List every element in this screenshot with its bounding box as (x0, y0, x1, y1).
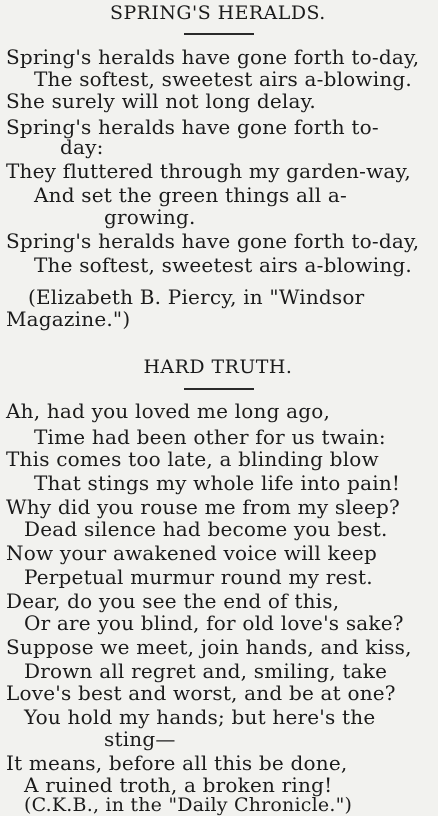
poem-line: Drown all regret and, smiling, take (24, 659, 388, 683)
poem-line: Suppose we meet, join hands, and kiss, (6, 635, 412, 659)
poem-line: The softest, sweetest airs a-blowing. (34, 253, 412, 277)
poem-line: Spring's heralds have gone forth to- (6, 115, 379, 139)
poem-line: She surely will not long delay. (6, 89, 316, 113)
poem-line: Love's best and worst, and be at one? (6, 681, 396, 705)
poem-line: That stings my whole life into pain! (34, 471, 401, 495)
poem-attribution: (C.K.B., in the "Daily Chronicle.") (24, 794, 353, 816)
poem-line: Spring's heralds have gone forth to-day, (6, 229, 420, 253)
poem-line: Or are you blind, for old love's sake? (24, 611, 404, 635)
poem-title-springs-heralds: SPRING'S HERALDS. (109, 2, 326, 24)
poem-line: Ah, had you loved me long ago, (6, 399, 331, 423)
title-rule (184, 33, 254, 35)
poem-line: sting— (104, 727, 176, 751)
poem-line: Now your awakened voice will keep (6, 541, 377, 565)
poem-attribution: Magazine.") (6, 307, 131, 331)
poem-line: They fluttered through my garden-way, (6, 159, 411, 183)
poem-line: And set the green things all a- (34, 183, 347, 207)
title-rule (184, 388, 254, 390)
poem-line: Spring's heralds have gone forth to-day, (6, 45, 420, 69)
poem-line: growing. (104, 205, 196, 229)
poem-line: The softest, sweetest airs a-blowing. (34, 67, 412, 91)
poem-line: This comes too late, a blinding blow (6, 447, 379, 471)
poem-line: Time had been other for us twain: (34, 425, 386, 449)
poem-line: Dead silence had become you best. (24, 517, 388, 541)
poem-line: day: (60, 135, 104, 159)
poem-line: You hold my hands; but here's the (24, 705, 376, 729)
poem-attribution: (Elizabeth B. Piercy, in "Windsor (28, 285, 365, 309)
poem-title-hard-truth: HARD TRUTH. (143, 356, 293, 378)
poem-line: Why did you rouse me from my sleep? (6, 495, 400, 519)
poem-line: It means, before all this be done, (6, 751, 348, 775)
poem-line: Perpetual murmur round my rest. (24, 565, 373, 589)
poem-line: Dear, do you see the end of this, (6, 589, 340, 613)
poem-line: A ruined troth, a broken ring! (24, 773, 333, 797)
